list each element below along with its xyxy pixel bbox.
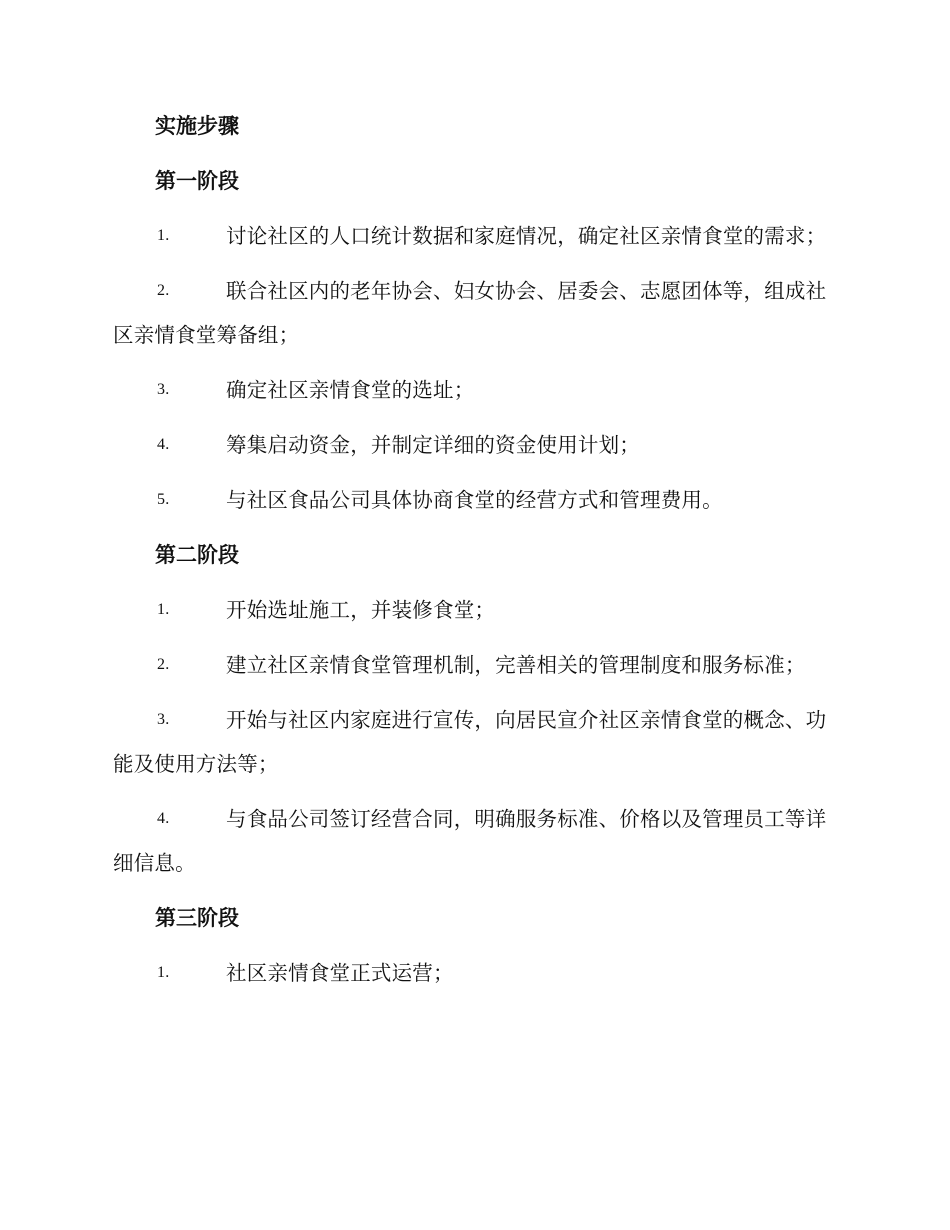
list-item-number: 5. — [157, 491, 170, 508]
stage-heading: 第二阶段 — [155, 543, 239, 567]
list-item — [113, 368, 837, 412]
list-item — [113, 423, 837, 467]
list-item — [113, 269, 837, 357]
list-item — [113, 214, 837, 258]
section-title: 实施步骤 — [155, 114, 239, 138]
stage-heading: 第三阶段 — [155, 906, 239, 930]
list-item-number: 1. — [157, 227, 170, 244]
list-item-text: 开始选址施工，并装修食堂； — [226, 598, 496, 622]
list-item — [113, 698, 837, 786]
list-item-text: 联合社区内的老年协会、妇女协会、居委会、志愿团体等，组成社区亲情食堂筹备组； — [113, 279, 827, 347]
list-item — [113, 951, 837, 995]
list-item-text: 讨论社区的人口统计数据和家庭情况，确定社区亲情食堂的需求； — [226, 224, 827, 248]
list-item-number: 1. — [157, 964, 170, 981]
list-item-number: 2. — [157, 282, 170, 299]
list-item-number: 4. — [157, 436, 170, 453]
list-item — [113, 643, 837, 687]
list-item-text: 开始与社区内家庭进行宣传，向居民宣介社区亲情食堂的概念、功能及使用方法等； — [113, 708, 827, 776]
list-item — [113, 588, 837, 632]
list-item-text: 确定社区亲情食堂的选址； — [226, 378, 475, 402]
list-item-text: 与食品公司签订经营合同，明确服务标准、价格以及管理员工等详细信息。 — [113, 807, 827, 875]
list-item — [113, 797, 837, 885]
list-item-text: 与社区食品公司具体协商食堂的经营方式和管理费用。 — [226, 488, 723, 512]
stage-heading: 第一阶段 — [155, 169, 239, 193]
list-item-text: 筹集启动资金，并制定详细的资金使用计划； — [226, 433, 640, 457]
list-item-number: 3. — [157, 381, 170, 398]
list-item-number: 1. — [157, 601, 170, 618]
list-item-text: 建立社区亲情食堂管理机制，完善相关的管理制度和服务标准； — [226, 653, 806, 677]
list-item-number: 3. — [157, 711, 170, 728]
list-item — [113, 478, 837, 522]
list-item-number: 4. — [157, 810, 170, 827]
list-item-number: 2. — [157, 656, 170, 673]
document-content — [113, 104, 837, 1006]
list-item-text: 社区亲情食堂正式运营； — [226, 961, 454, 985]
